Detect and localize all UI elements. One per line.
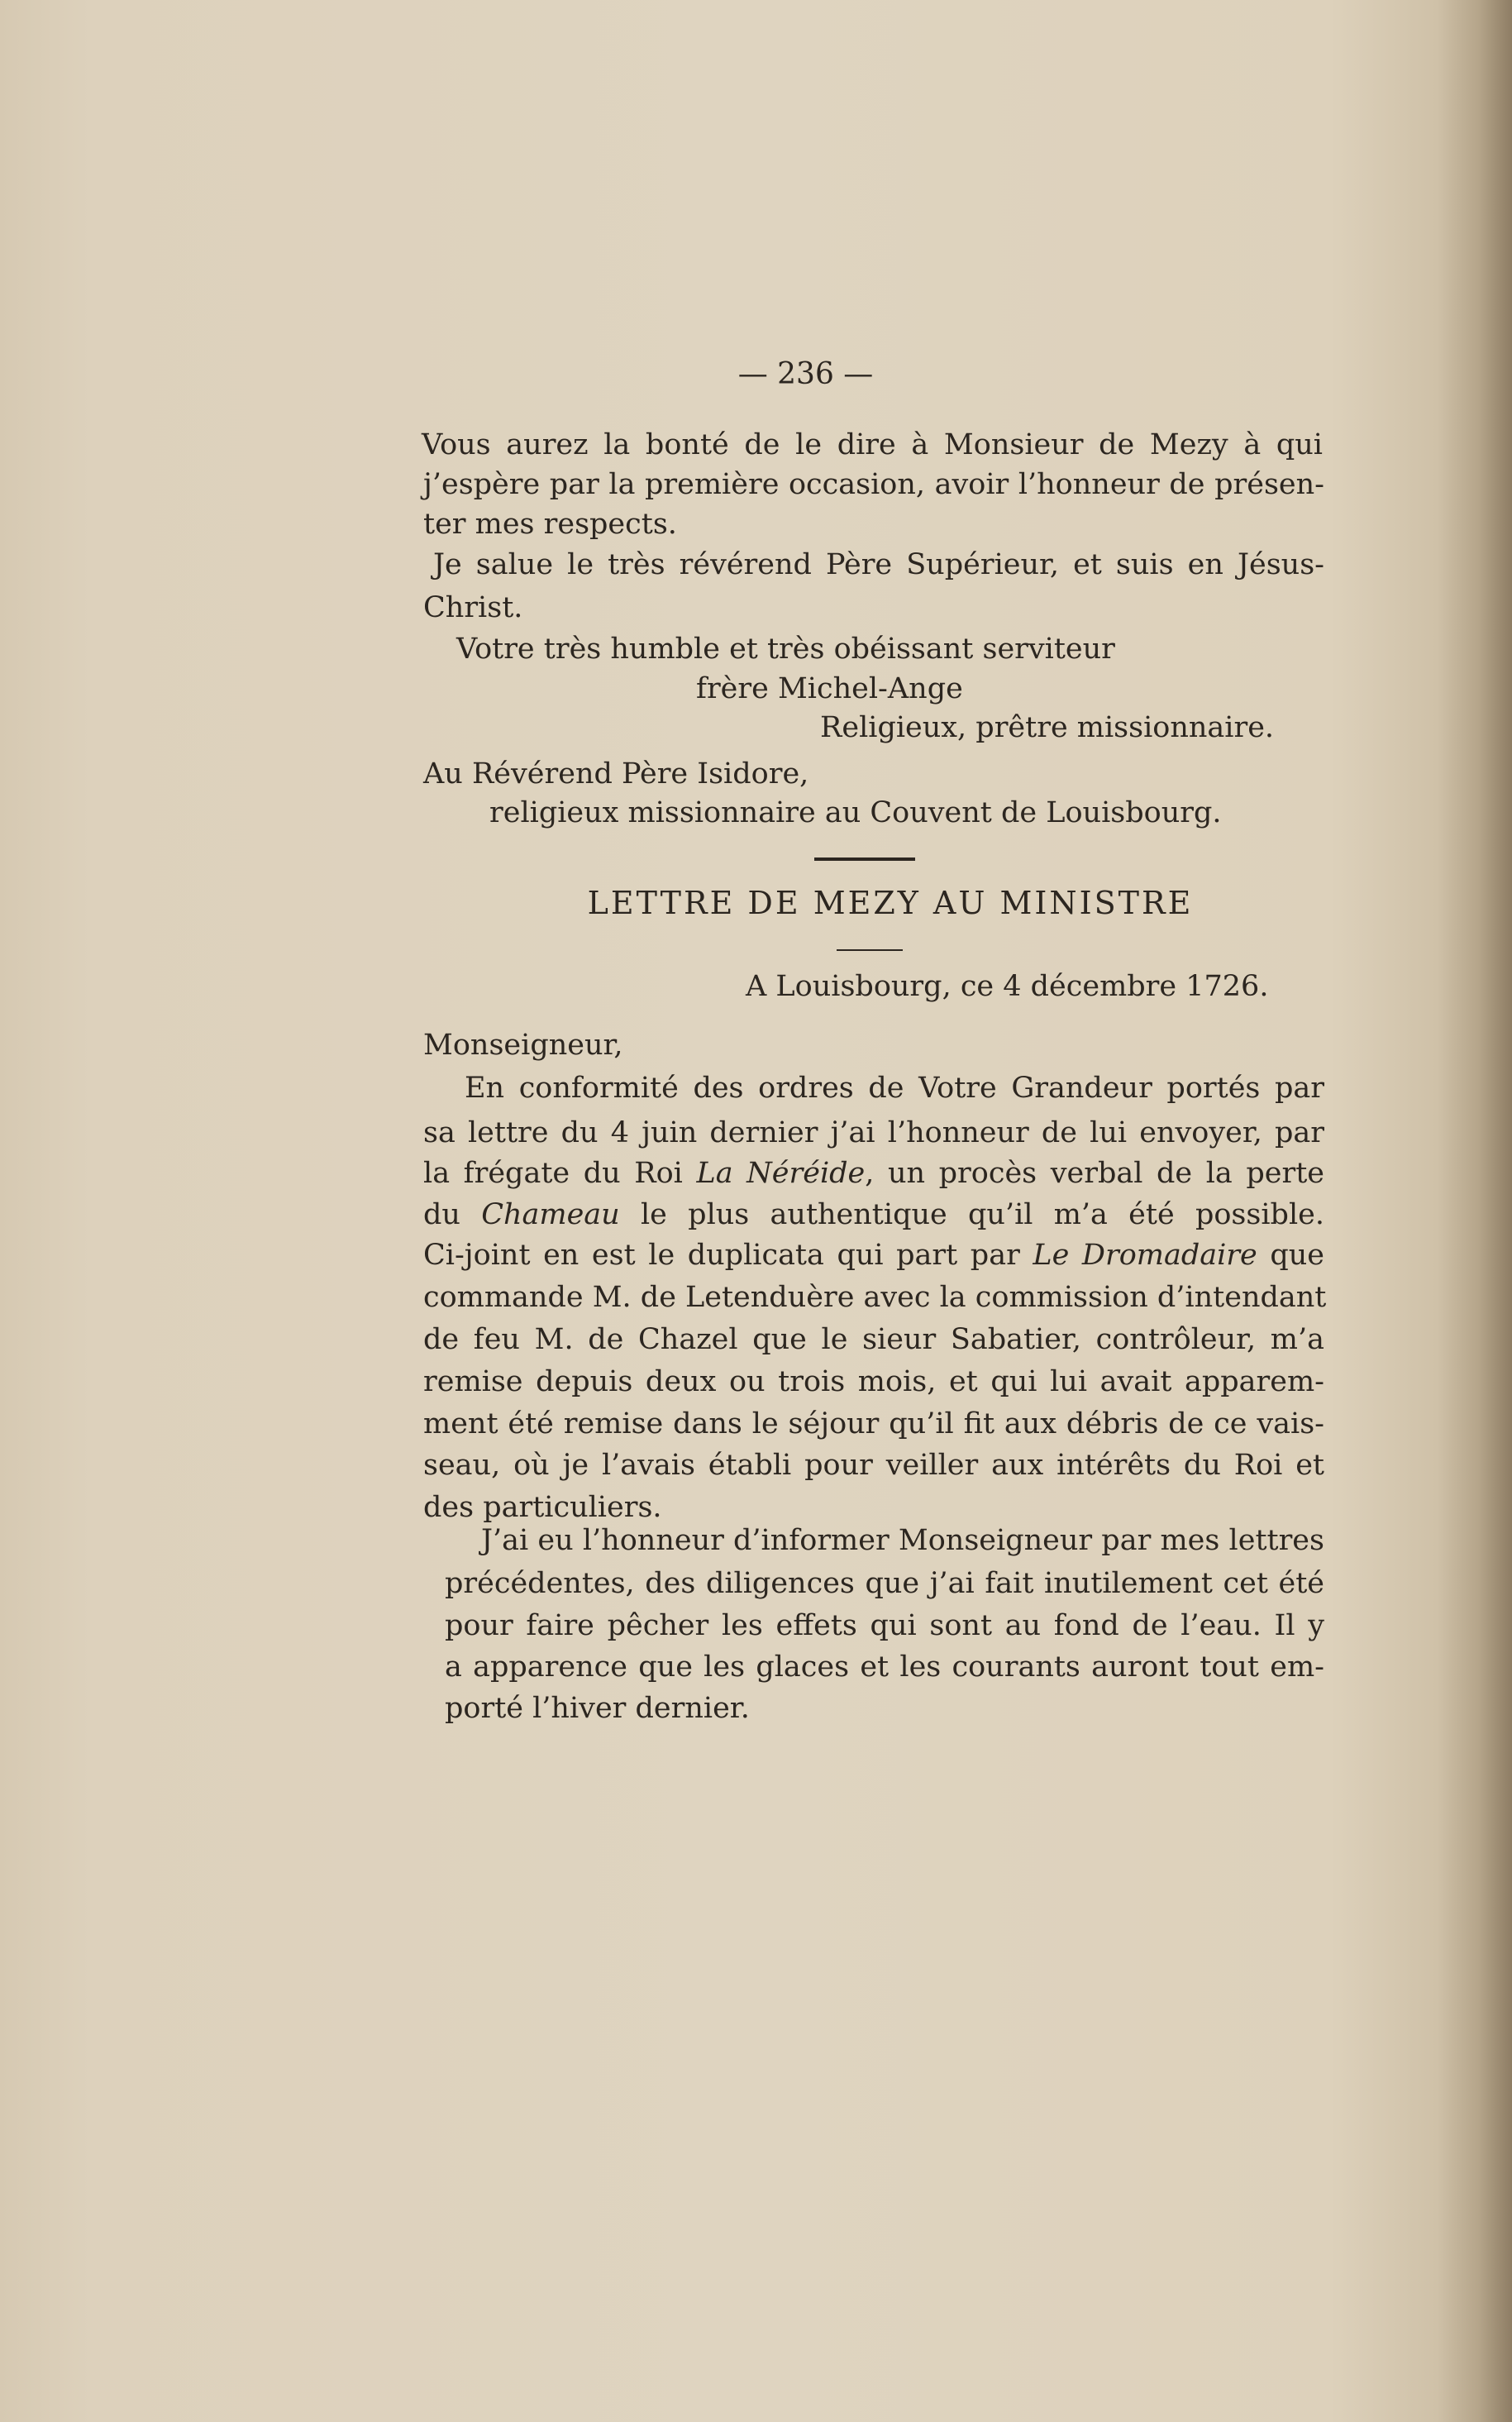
letter1-line-2: j’espère par la première occasion, avoir l’honneur de présen- bbox=[423, 468, 1324, 501]
letter1-closing: Votre très humble et très obéissant serviteur bbox=[456, 633, 1115, 666]
heading-underline bbox=[837, 949, 903, 951]
para2-line-4: a apparence que les glaces et les courants auront tout em- bbox=[445, 1650, 1324, 1684]
letter1-address-1: Au Révérend Père Isidore, bbox=[423, 757, 809, 791]
ship-name-la-nereide: La Néréide bbox=[696, 1157, 866, 1190]
para1-line-10: seau, où je l’avais établi pour veiller aux intérêts du Roi et bbox=[423, 1449, 1324, 1482]
para2-line-2: précédentes, des diligences que j’ai fait inutilement cet été bbox=[445, 1567, 1324, 1600]
letter2-salutation: Monseigneur, bbox=[423, 1029, 623, 1062]
para1-line-7: de feu M. de Chazel que le sieur Sabatier, contrôleur, m’a bbox=[423, 1323, 1324, 1356]
para2-line-3: pour faire pêcher les effets qui sont au fond de l’eau. Il y bbox=[445, 1609, 1324, 1642]
letter1-line-1: Vous aurez la bonté de le dire à Monsieur de Mezy à qui bbox=[422, 428, 1323, 461]
para1-line-5: Ci-joint en est le duplicata qui part par Le Dromadaire que bbox=[423, 1239, 1324, 1272]
para1-line-2: sa lettre du 4 juin dernier j’ai l’honneur de lui envoyer, par bbox=[423, 1116, 1324, 1149]
letter1-line-4: Je salue le très révérend Père Supérieur, et suis en Jésus- bbox=[433, 548, 1324, 581]
letter2-dateline: A Louisbourg, ce 4 décembre 1726. bbox=[746, 970, 1269, 1003]
letter1-line-5: Christ. bbox=[423, 591, 523, 624]
para1-line-1: En conformité des ordres de Votre Grandeur portés par bbox=[465, 1072, 1324, 1105]
page-number: — 236 — bbox=[737, 357, 874, 391]
para1-line-9: ment été remise dans le séjour qu’il fit aux débris de ce vais- bbox=[423, 1407, 1324, 1440]
ship-name-le-dromadaire: Le Dromadaire bbox=[1033, 1239, 1257, 1272]
letter1-address-2: religieux missionnaire au Couvent de Louisbourg. bbox=[489, 796, 1222, 829]
letter1-signature: frère Michel-Ange bbox=[696, 672, 963, 705]
para1-line-4: du Chameau le plus authentique qu’il m’a été possible. bbox=[423, 1198, 1324, 1231]
para1-line-6: commande M. de Letenduère avec la commission d’intendant bbox=[423, 1281, 1327, 1314]
section-divider bbox=[814, 857, 915, 861]
letter1-signature-title: Religieux, prêtre missionnaire. bbox=[820, 711, 1275, 744]
letter2-heading: LETTRE DE MEZY AU MINISTRE bbox=[587, 885, 1194, 921]
ship-name-chameau: Chameau bbox=[481, 1198, 620, 1231]
letter1-line-3: ter mes respects. bbox=[423, 508, 677, 541]
para1-line-3: la frégate du Roi La Néréide, un procès verbal de la perte bbox=[423, 1157, 1324, 1190]
para2-line-1: J’ai eu l’honneur d’informer Monseigneur par mes lettres bbox=[481, 1524, 1324, 1557]
para1-line-8: remise depuis deux ou trois mois, et qui lui avait apparem- bbox=[423, 1365, 1324, 1398]
para2-line-5: porté l’hiver dernier. bbox=[445, 1692, 750, 1725]
para1-line-11: des particuliers. bbox=[423, 1491, 662, 1524]
